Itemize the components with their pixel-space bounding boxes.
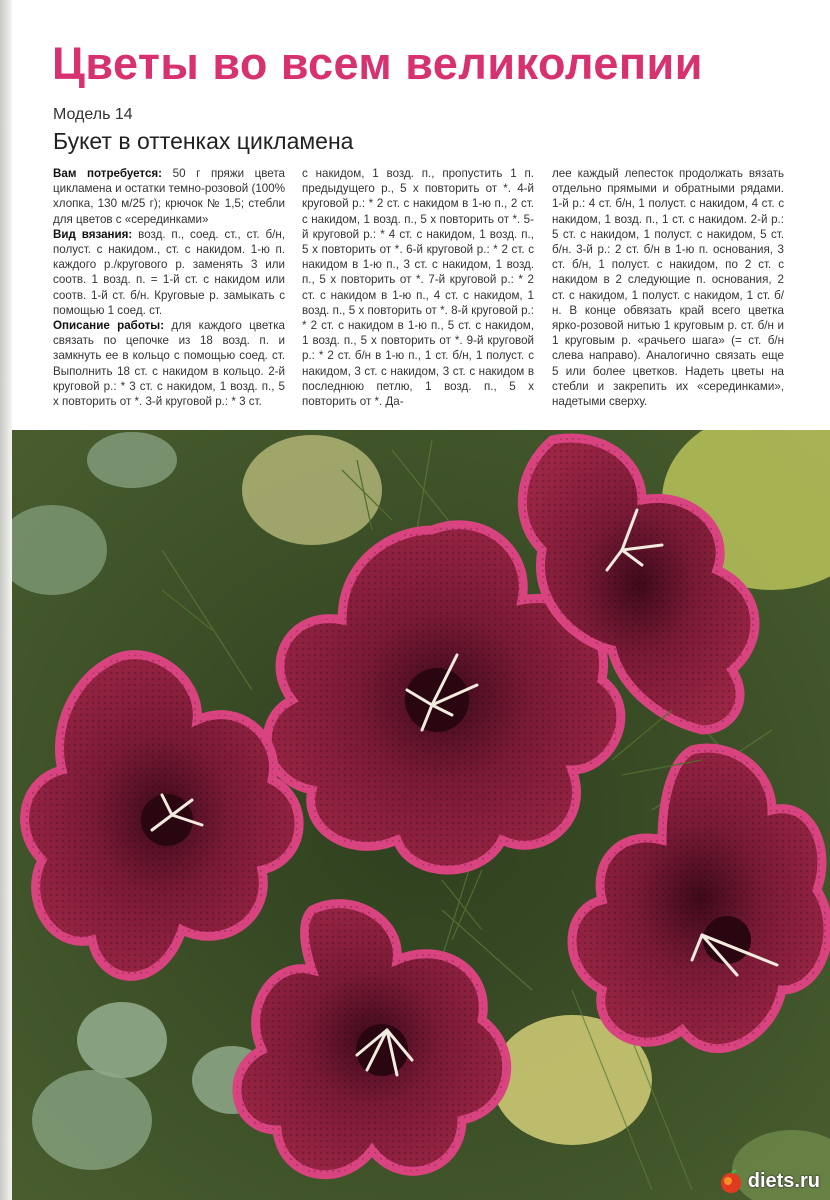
materials-text: 50 г пряжи цвета цикламена и остатки темно-розовой (100% хлопка, 130 м/25 г); крючок № 1,5; стебли для цветов с «серединками» — [53, 167, 285, 226]
description-text-part-3: лее каждый лепесток продолжать вязать отдельно прямыми и обратными рядами. 1-й р.: 4 ст. б/н, 1 полуст. с накидом, 4 ст. с накидом, 1 возд. п., 1 ст. с накидом. 2-й р.: 5 ст. с накидом, 1 полуст. с накидом, 5 ст. б/н. 3-й р.: 2 ст. б/н в 1-ю п. основания, 3 ст. б/н, 1 полуст. с накидом, по 2 ст. с накидом в 2 следующие п. основания, 2 ст. с накидом, 1 полуст. с накидом, 1 ст. б/н. В конце обвязать край всего цветка ярко-розовой нитью 1 круговым р. ст. б/н и 1 круговым р. «рачьего шага» (= ст. б/н слева направо). Аналогично связать еще 5 или более цветков. Надеть цветы на стебли и закрепить их «серединками», надетыми сверху. — [552, 167, 784, 409]
watermark — [718, 1168, 820, 1194]
description-label: Описание работы: — [53, 319, 165, 333]
watermark-text: diets.ru — [747, 1169, 820, 1192]
text-column-2 — [302, 166, 534, 409]
apple-logo-icon — [718, 1168, 744, 1194]
technique-text: возд. п., соед. ст., ст. б/н, полуст. с накидом., ст. с накидом. 1-ю п. каждого р./кругового р. заменять 3 или соотв. 1 возд. п. = 1-й ст. с накидом или соотв. 1-й ст. б/н. Круговые р. замыкать с помощью 1 соед. ст. — [53, 227, 285, 317]
description-text-part-2: с накидом, 1 возд. п., пропустить 1 п. предыдущего р., 5 х повторить от *. 4-й круговой р.: * 2 ст. с накидом в 1-ю п., 2 ст. с накидом, 1 возд. п., 5 х повторить от *. 5-й круговой р.: * 4 ст. с накидом, 1 возд. п., 5 х повторить от *. 6-й круговой р.: * 2 ст. с накидом в 1-ю п., 3 ст. с накидом, 1 возд. п., 5 х повторить от *. 7-й круговой р.: * 2 ст. с накидом в 1-ю п., 4 ст. с накидом, 1 возд. п., 5 х повторить от *. 8-й круговой р.: * 2 ст. с накидом в 1-ю п., 5 ст. с накидом, 1 возд. п., 5 х повторить от *. 9-й круговой р.: * 2 ст. б/н в 1-ю п., 1 ст. б/н, 1 полуст. с накидом, 3 ст. с накидом, 3 ст. с накидом в последнюю петлю, 1 возд. п., 5 х повторить от *. Да- — [302, 167, 534, 409]
article-subtitle: Букет в оттенках цикламена — [53, 128, 354, 154]
text-column-3 — [552, 166, 784, 409]
text-column-1 — [53, 166, 285, 409]
page-title: Цветы во всем великолепии — [52, 38, 703, 89]
technique-label: Вид вязания: — [53, 227, 133, 241]
materials-label: Вам потребуется: — [53, 167, 163, 180]
description-text-part-1: для каждого цветка связать по цепочке из 18 возд. п. и замкнуть ее в кольцо с помощью соед. ст. Выполнить 18 ст. с накидом в кольцо. 2-й круговой р.: * 3 ст. с накидом, 1 возд. п., 5 х повторить от *. 3-й круговой р.: * 3 ст. — [53, 319, 285, 409]
model-number: Модель 14 — [53, 106, 133, 123]
crochet-flowers-photo — [12, 430, 830, 1200]
page-spine-shadow — [0, 0, 12, 1200]
